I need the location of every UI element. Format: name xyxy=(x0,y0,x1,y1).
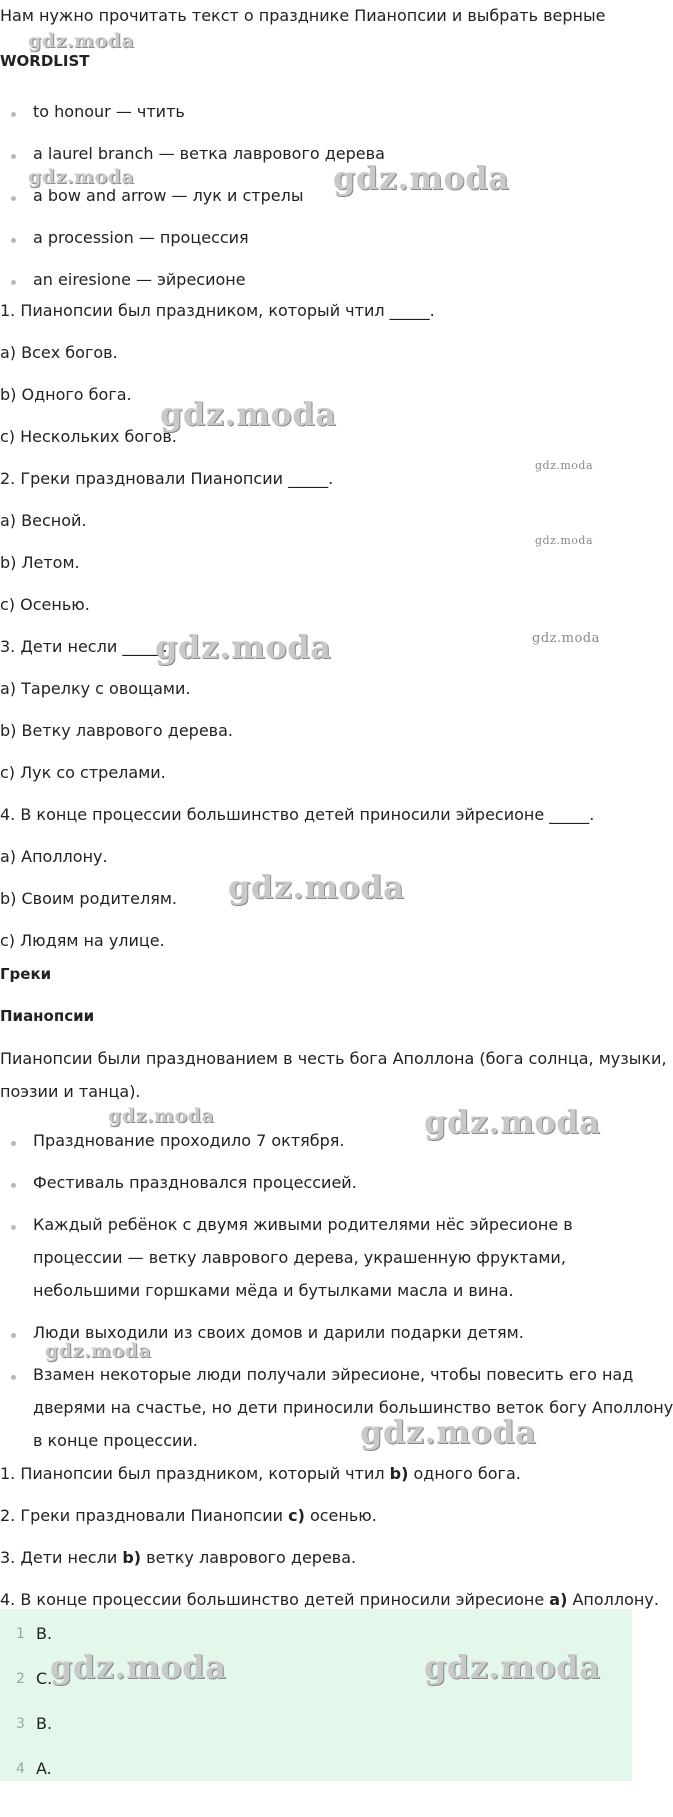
bullet-icon xyxy=(11,1333,16,1338)
fact-item-line: дверями на счастье, но дети приносили большинство веток богу Аполлону xyxy=(33,1398,673,1417)
fact-item-line: небольшими горшками мёда и бутылками масла и вина. xyxy=(33,1281,514,1300)
answer-number: 4 xyxy=(16,1761,25,1777)
watermark: gdz.moda xyxy=(333,159,510,197)
wordlist-item: an eiresione — эйресионе xyxy=(33,270,246,289)
text-title: Греки xyxy=(0,965,52,983)
fact-item-line: процессии — ветку лаврового дерева, украшенную фруктами, xyxy=(33,1248,566,1267)
fact-item: Празднование проходило 7 октября. xyxy=(33,1131,345,1150)
wordlist-item: a bow and arrow — лук и стрелы xyxy=(33,186,304,205)
watermark: gdz.moda xyxy=(532,631,600,646)
question-3-option-a: a) Тарелку с овощами. xyxy=(0,679,191,698)
intro-line: поэзии и танца). xyxy=(0,1082,141,1101)
answer-number: 1 xyxy=(16,1626,25,1642)
answer-line: 4. В конце процессии большинство детей приносили эйресионе a) Аполлону. xyxy=(0,1590,659,1609)
bullet-icon xyxy=(11,1183,16,1188)
fact-item: Каждый ребёнок с двумя живыми родителями нёс эйресионе в xyxy=(33,1215,573,1234)
question-3-option-c: c) Лук со стрелами. xyxy=(0,763,166,782)
watermark: gdz.moda xyxy=(360,1413,537,1451)
bullet-icon xyxy=(11,1375,16,1380)
bullet-icon xyxy=(11,1225,16,1230)
watermark: gdz.moda xyxy=(535,459,594,472)
wordlist-title: WORDLIST xyxy=(0,52,90,70)
wordlist-item: a procession — процессия xyxy=(33,228,249,247)
wordlist-item: a laurel branch — ветка лаврового дерева xyxy=(33,144,385,163)
watermark: gdz.moda xyxy=(50,1648,227,1686)
answer-number: 2 xyxy=(16,1671,25,1687)
question-3: 3. Дети несли _____. xyxy=(0,637,168,656)
bullet-icon xyxy=(11,196,16,201)
question-4-option-b: b) Своим родителям. xyxy=(0,889,178,908)
wordlist-item: to honour — чтить xyxy=(33,102,185,121)
answer-box xyxy=(0,1609,632,1781)
bullet-icon xyxy=(11,112,16,117)
watermark: gdz.moda xyxy=(108,1105,215,1127)
watermark: gdz.moda xyxy=(535,534,594,547)
header-text: Нам нужно прочитать текст о празднике Пианопсии и выбрать верные xyxy=(0,6,606,25)
question-3-option-b: b) Ветку лаврового дерева. xyxy=(0,721,233,740)
question-2: 2. Греки праздновали Пианопсии _____. xyxy=(0,469,334,488)
watermark: gdz.moda xyxy=(28,166,135,188)
answer-number: 3 xyxy=(16,1716,25,1732)
answer-line: 3. Дети несли b) ветку лаврового дерева. xyxy=(0,1548,357,1567)
watermark: gdz.moda xyxy=(160,395,337,433)
answer-value: A. xyxy=(36,1759,52,1778)
bullet-icon xyxy=(11,1141,16,1146)
watermark: gdz.moda xyxy=(155,628,332,666)
question-1-option-c: c) Нескольких богов. xyxy=(0,427,177,446)
answer-line: 1. Пианопсии был праздником, который чтил b) одного бога. xyxy=(0,1464,521,1483)
question-4-option-a: a) Аполлону. xyxy=(0,847,108,866)
bullet-icon xyxy=(11,280,16,285)
question-1: 1. Пианопсии был праздником, который чтил _____. xyxy=(0,301,435,320)
answer-value: C. xyxy=(36,1669,53,1688)
question-4: 4. В конце процессии большинство детей приносили эйресионе _____. xyxy=(0,805,595,824)
question-4-option-c: c) Людям на улице. xyxy=(0,931,165,950)
fact-item-line: в конце процессии. xyxy=(33,1431,198,1450)
fact-item: Фестиваль праздновался процессией. xyxy=(33,1173,357,1192)
bullet-icon xyxy=(11,154,16,159)
answer-value: B. xyxy=(36,1624,53,1643)
question-2-option-a: a) Весной. xyxy=(0,511,87,530)
watermark: gdz.moda xyxy=(228,868,405,906)
watermark: gdz.moda xyxy=(424,1648,601,1686)
answer-line: 2. Греки праздновали Пианопсии c) осенью. xyxy=(0,1506,377,1525)
fact-item: Взамен некоторые люди получали эйресионе, чтобы повесить его над xyxy=(33,1365,634,1384)
fact-item: Люди выходили из своих домов и дарили подарки детям. xyxy=(33,1323,524,1342)
question-1-option-a: a) Всех богов. xyxy=(0,343,118,362)
bullet-icon xyxy=(11,238,16,243)
question-2-option-c: c) Осенью. xyxy=(0,595,90,614)
question-2-option-b: b) Летом. xyxy=(0,553,80,572)
watermark: gdz.moda xyxy=(424,1103,601,1141)
text-subtitle: Пианопсии xyxy=(0,1007,95,1025)
watermark: gdz.moda xyxy=(45,1340,152,1362)
answer-value: B. xyxy=(36,1714,53,1733)
intro-line: Пианопсии были празднованием в честь бога Аполлона (бога солнца, музыки, xyxy=(0,1049,667,1068)
question-1-option-b: b) Одного бога. xyxy=(0,385,132,404)
watermark: gdz.moda xyxy=(28,30,135,52)
